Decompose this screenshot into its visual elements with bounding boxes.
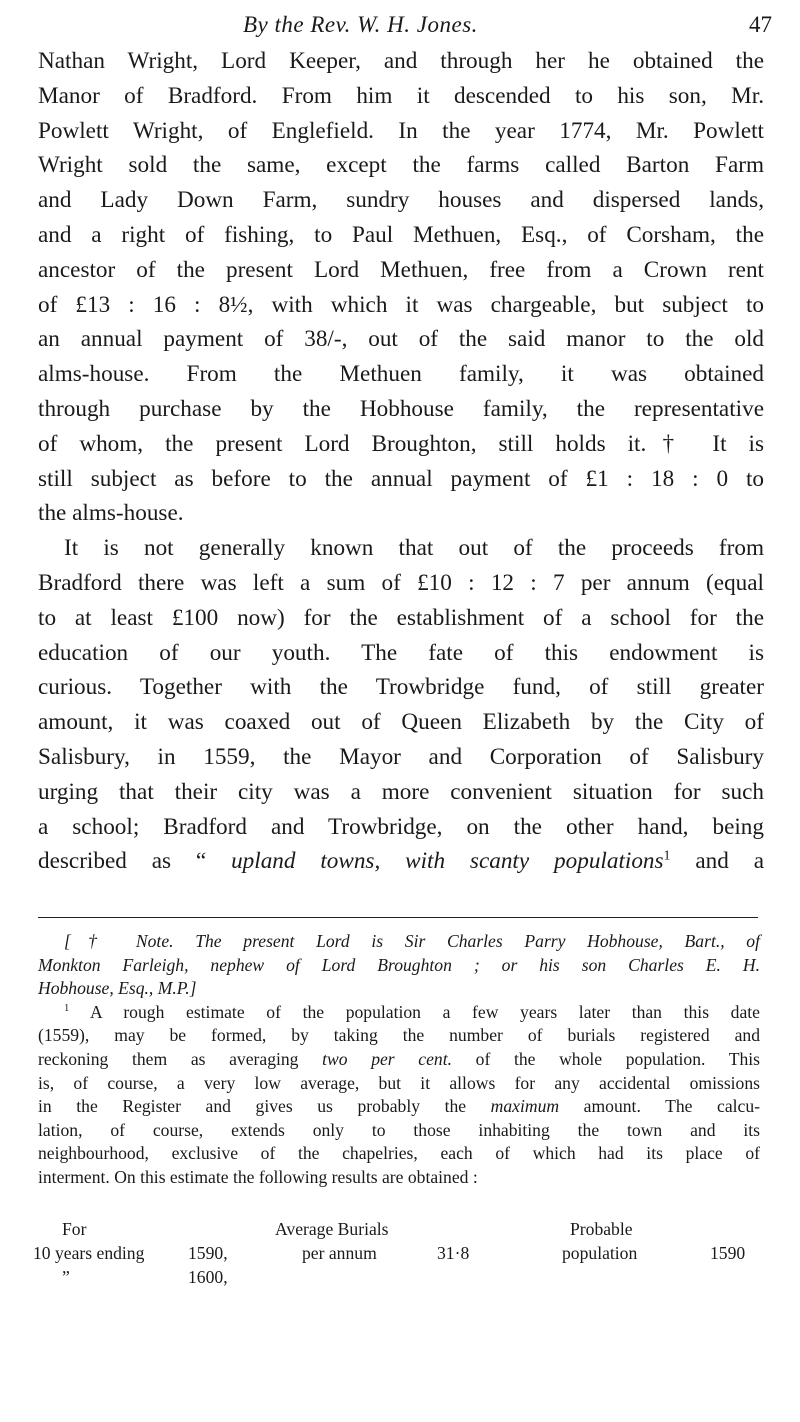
footnote-text: A rough estimate of the population a few years later than this date [89, 1001, 760, 1022]
text-line: ancestor of the present Lord Methuen, free from a Crown rent [38, 256, 764, 283]
text-line: to at least £100 now) for the establishment of a school for the [38, 604, 764, 631]
per-annum-label: per annum [302, 1243, 377, 1263]
footnote-1-line: interment. On this estimate the following results are obtained : [38, 1166, 478, 1187]
col-header-for: For [62, 1219, 87, 1239]
text-line: alms-house. From the Methuen family, it was obtained [38, 361, 764, 388]
table-header-row [0, 1218, 800, 1240]
text-line: curious. Together with the Trowbridge fund, of still greater [38, 674, 764, 701]
running-head-title: By the Rev. W. H. Jones. [243, 12, 478, 37]
population-cell: 1590 [710, 1243, 746, 1263]
footnote-1-line: neighbourhood, exclusive of the chapelries, each of which had its place of [38, 1143, 760, 1164]
text-line: Bradford there was left a sum of £10 : 12 : 7 per annum (equal [38, 569, 764, 596]
footnote-divider [38, 917, 758, 918]
text-line: education of our youth. The fate of this endowment is [38, 639, 764, 666]
footnote-1-line [38, 1048, 760, 1072]
text-line: Nathan Wright, Lord Keeper, and through her he obtained the [38, 48, 764, 74]
dagger-note-line: [† Note. The present Lord is Sir Charles Parry Hobhouse, Bart., of [64, 931, 760, 951]
footnote-1-line: is, of course, a very low average, but it allows for any accidental omissions [38, 1072, 760, 1093]
years-label: 10 years ending [33, 1243, 145, 1263]
text-line: amount, it was coaxed out of Queen Elizabeth by the City of [38, 709, 764, 736]
population-label: population [562, 1243, 638, 1263]
footnote-emphasis: maximum [490, 1096, 560, 1117]
footnote-marker: 1 [663, 848, 671, 864]
footnotes [38, 930, 760, 1190]
text-line-quote [38, 844, 764, 879]
col-header-probable: Probable [570, 1219, 633, 1239]
burials-cell: 31·8 [437, 1243, 470, 1263]
footnote-1-line [38, 1095, 760, 1119]
footnote-text: in the Register and gives us probably the [38, 1096, 491, 1117]
text-line: a school; Bradford and Trowbridge, on the other hand, being [38, 813, 764, 840]
year-cell: 1600, [188, 1267, 228, 1287]
text-line: Wright sold the same, except the farms called Barton Farm [38, 152, 764, 179]
text-line: urging that their city was a more convenient situation for such [38, 778, 764, 805]
footnote-text: amount. The calcu- [559, 1096, 761, 1117]
footnote-1-line: (1559), may be formed, by taking the number of burials registered and [38, 1025, 760, 1046]
quoted-phrase: upland towns, with scanty populations [231, 848, 664, 875]
footnote-1-line [38, 1001, 760, 1025]
table-row [0, 1266, 800, 1288]
text-line: Salisbury, in 1559, the Mayor and Corporation of Salisbury [38, 743, 764, 770]
text-line: Manor of Bradford. From him it descended to his son, Mr. [38, 82, 764, 109]
main-text [38, 44, 764, 879]
page-number: 47 [749, 12, 772, 37]
text-line: of whom, the present Lord Broughton, still holds it.† It is [38, 430, 764, 457]
text-line: still subject as before to the annual payment of £1 : 18 : 0 to [38, 465, 764, 492]
table-row [0, 1242, 800, 1264]
col-header-burials: Average Burials [275, 1219, 389, 1239]
text-line: the alms-house. [38, 500, 184, 527]
text-line: and a right of fishing, to Paul Methuen, Esq., of Corsham, the [38, 221, 764, 248]
running-header [0, 12, 800, 42]
footnote-text: of the whole population. This [452, 1048, 761, 1069]
text-line: and Lady Down Farm, sundry houses and dispersed lands, [38, 187, 764, 214]
ditto-mark: ” [62, 1267, 70, 1287]
footnote-1-line: lation, of course, extends only to those inhabiting the town and its [38, 1119, 760, 1140]
text-line: Powlett Wright, of Englefield. In the year 1774, Mr. Powlett [38, 117, 764, 144]
year-cell: 1590, [188, 1243, 228, 1263]
text-line: an annual payment of 38/-, out of the said manor to the old [38, 326, 764, 353]
footnote-number: 1 [64, 1002, 70, 1014]
quote-prefix: described as “ [38, 848, 232, 875]
text-line: of £13 : 16 : 8½, with which it was chargeable, but subject to [38, 291, 764, 318]
dagger-note-line: Monkton Farleigh, nephew of Lord Broughton ; or his son Charles E. H. [38, 954, 760, 975]
footnote-text: reckoning them as averaging [38, 1048, 323, 1069]
paragraph-start-line: It is not generally known that out of the proceeds from [64, 535, 764, 562]
footnote-emphasis: two per cent. [322, 1048, 453, 1069]
dagger-note-line: Hobhouse, Esq., M.P.] [38, 978, 197, 999]
text-line: through purchase by the Hobhouse family, the representative [38, 395, 764, 422]
quote-suffix: and a [670, 848, 765, 875]
